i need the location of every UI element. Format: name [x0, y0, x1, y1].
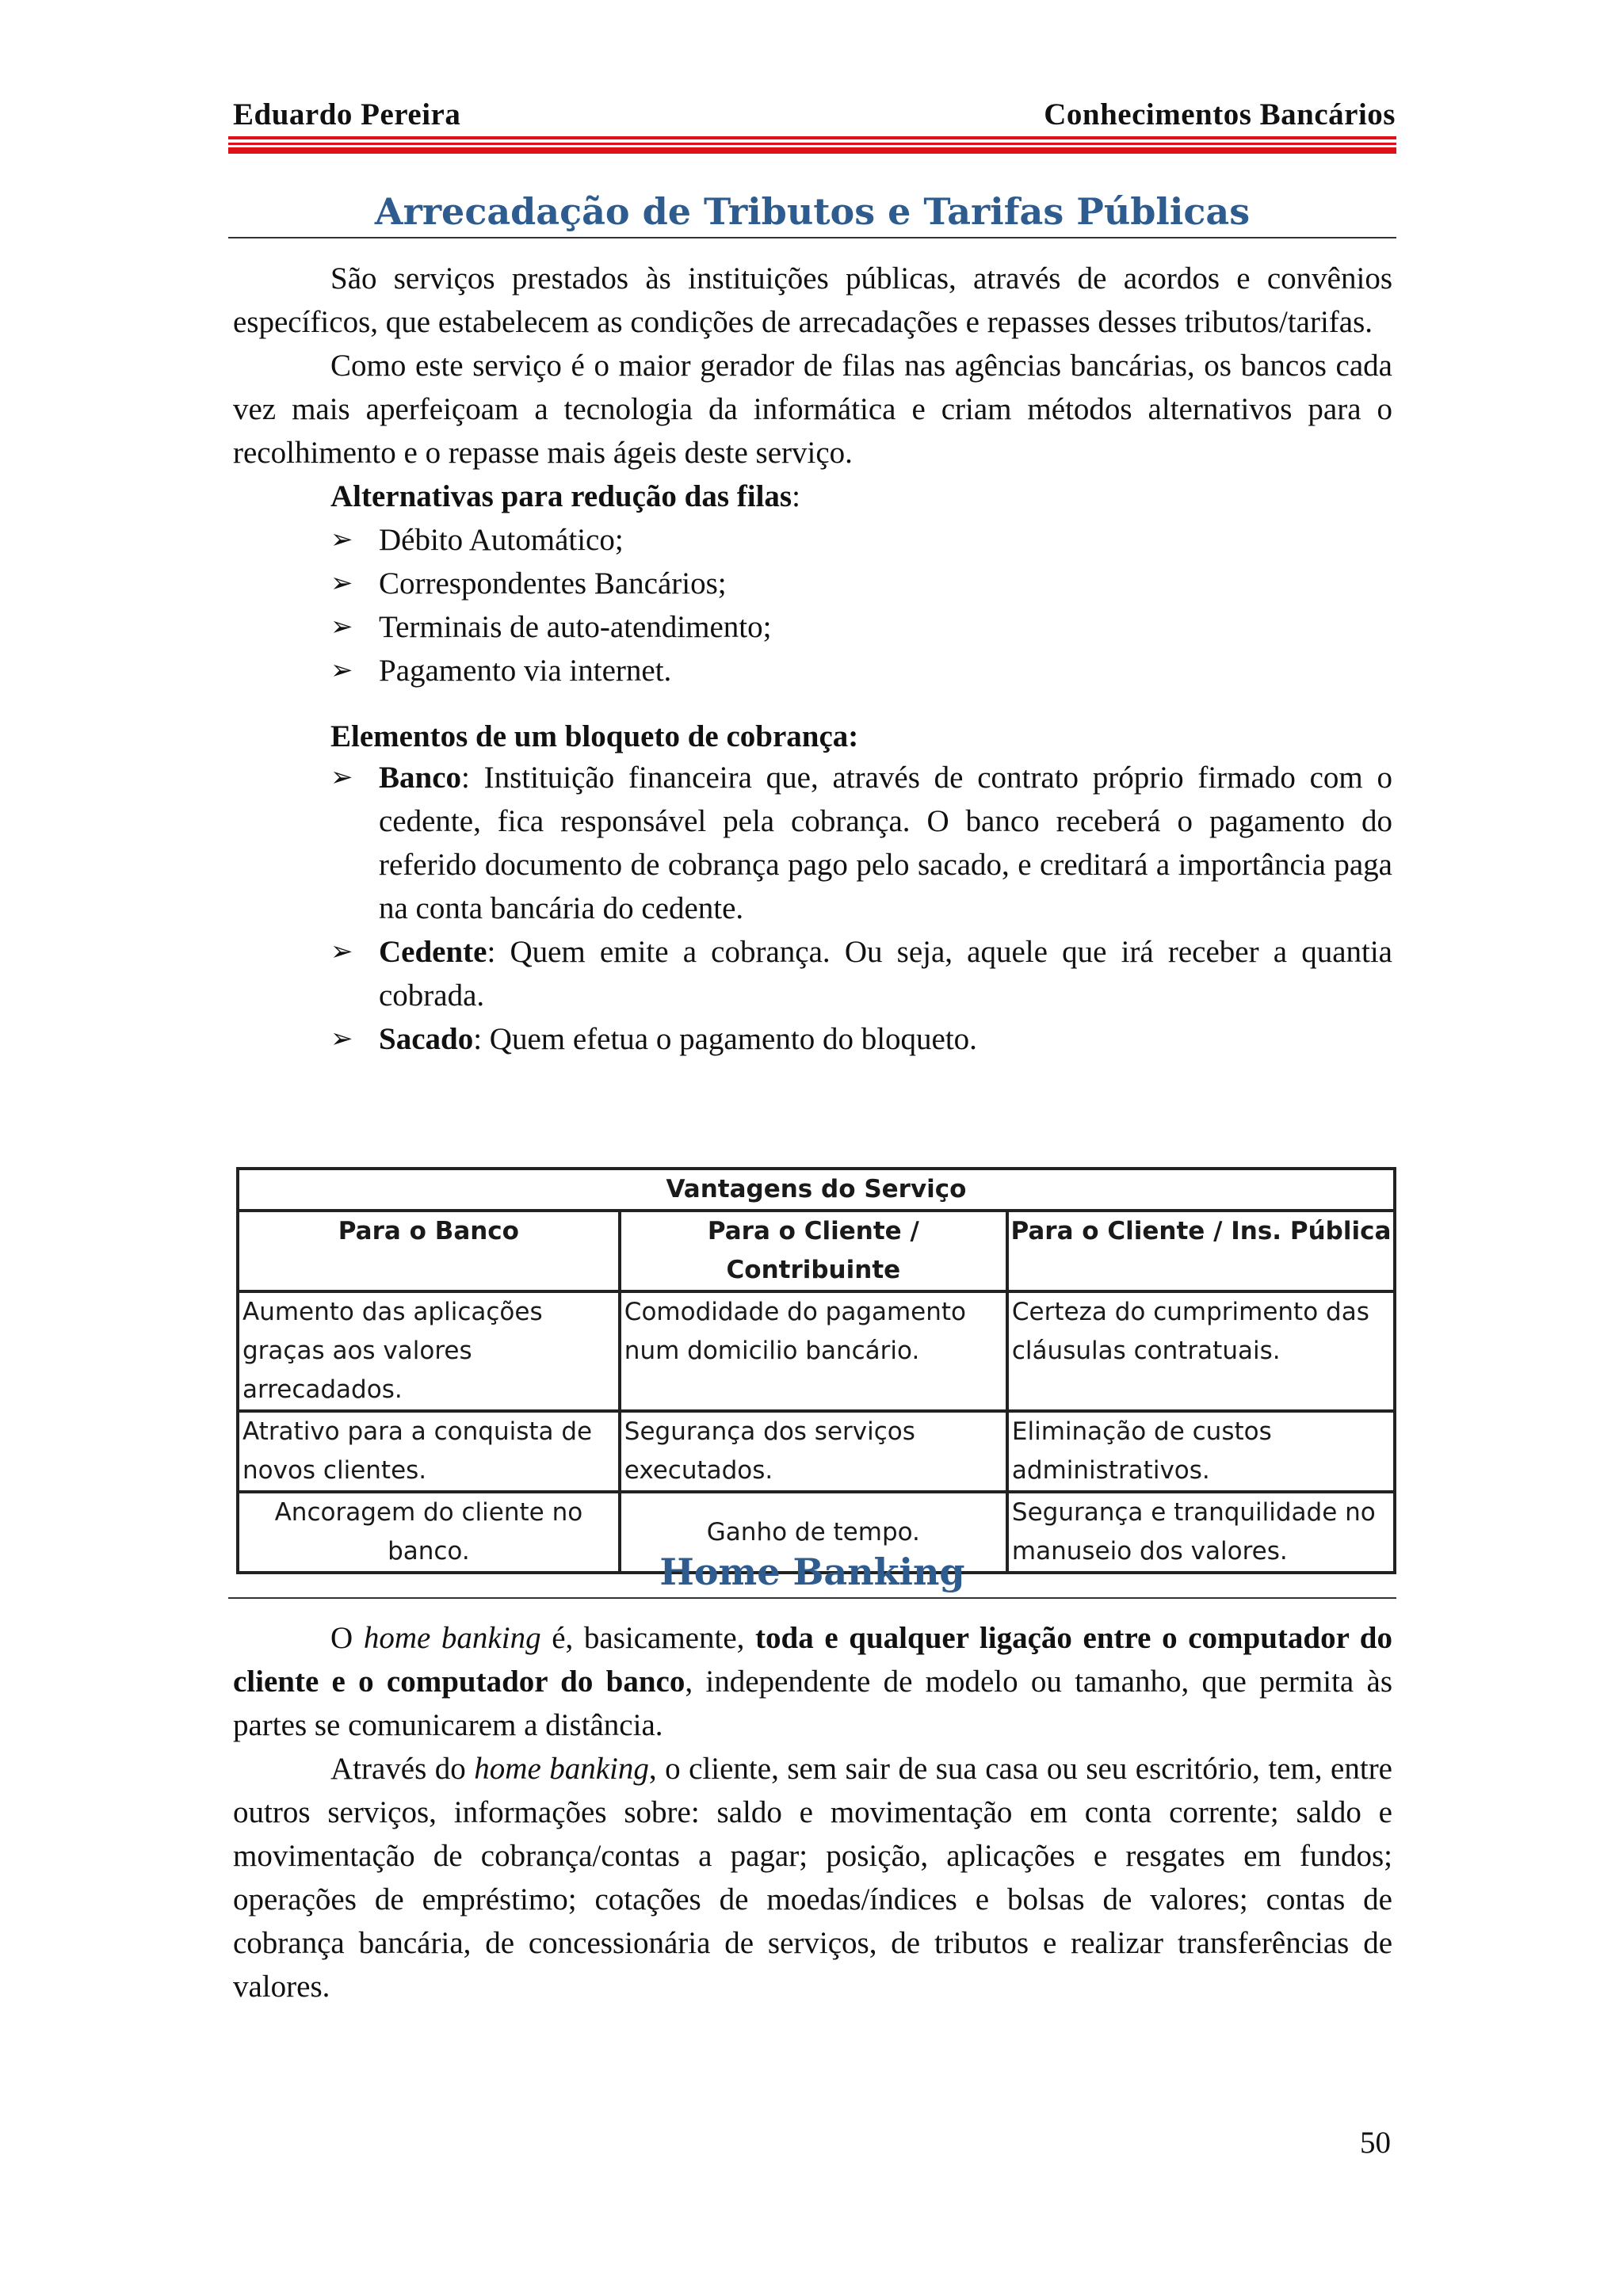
list-item-text: Terminais de auto-atendimento;: [379, 610, 772, 644]
alternatives-list: [233, 518, 1392, 692]
text-run: é, basicamente,: [540, 1621, 756, 1655]
list-item-text: Débito Automático;: [379, 523, 624, 557]
table-cell: Atrativo para a conquista de novos clientes.: [238, 1411, 620, 1492]
table-cell: Certeza do cumprimento das cláusulas contratuais.: [1007, 1291, 1395, 1411]
arrow-bullet-icon: ➢: [330, 936, 353, 967]
table-row: [238, 1411, 1395, 1492]
paragraph: Como este serviço é o maior gerador de filas nas agências bancárias, os bancos cada vez mais aperfeiçoam a tecnologia da informática e criam métodos alternativos para o recolhimento e o repasse mais ágeis deste serviço.: [233, 349, 1392, 470]
table-cell: Comodidade do pagamento num domicilio bancário.: [620, 1291, 1007, 1411]
table-cell: Segurança e tranquilidade no manuseio dos valores.: [1007, 1492, 1395, 1573]
text-run: , o cliente, sem sair de sua casa ou seu escritório, tem, entre outros serviços, informações sobre: saldo e movimentação em conta corrente; saldo e movimentação de cobrança/contas a pagar; posição, aplicações e resgates em fundos; operações de empréstimo; cotações de moedas/índices e bolsas de valores; contas de cobrança bancária, de concessionária de serviços, de tributos e realizar transferências de valores.: [233, 1752, 1392, 2004]
list-item: [233, 649, 1392, 692]
table-row: [238, 1291, 1395, 1411]
text-run-italic: home banking: [474, 1752, 649, 1786]
page-number: 50: [1360, 2126, 1391, 2160]
header-rule: [228, 147, 1396, 154]
term: Cedente: [379, 935, 487, 969]
arrow-bullet-icon: ➢: [330, 611, 353, 643]
paragraph: [233, 1616, 1392, 1747]
column-header: Para o Cliente / Contribuinte: [620, 1211, 1007, 1291]
text-run: O: [330, 1621, 364, 1655]
text-run: , independente de modelo ou tamanho, que permita às partes se comunicarem a distância.: [233, 1665, 1392, 1742]
list-item: [233, 562, 1392, 605]
arrow-bullet-icon: ➢: [330, 524, 353, 555]
arrow-bullet-icon: ➢: [330, 1023, 353, 1055]
paragraph: [233, 1747, 1392, 2008]
column-header: Para o Cliente / Ins. Pública: [1007, 1211, 1395, 1291]
definition: : Instituição financeira que, através de contrato próprio firmado com o cedente, fica responsável pela cobrança. O banco receberá o pagamento do referido documento de cobrança pago pelo sacado, e creditará a importância paga na conta bancária do cedente.: [379, 761, 1392, 925]
section-arrecadacao-body: [233, 257, 1392, 1061]
elements-list: [233, 756, 1392, 1061]
advantages-table-wrapper: [236, 1167, 1396, 1574]
definition: : Quem efetua o pagamento do bloqueto.: [473, 1022, 977, 1056]
text-run-bold: toda e qualquer ligação entre o computador do cliente e o computador do banco: [233, 1621, 1393, 1699]
list-item-text: Pagamento via internet.: [379, 654, 672, 688]
term: Sacado: [379, 1022, 474, 1056]
alternatives-heading-text: Alternativas para redução das filas: [330, 479, 792, 513]
arrow-bullet-icon: ➢: [330, 567, 353, 599]
paragraph: São serviços prestados às instituições públicas, através de acordos e convênios específicos, que estabelecem as condições de arrecadações e repasses desses tributos/tarifas.: [233, 261, 1392, 339]
table-cell: Aumento das aplicações graças aos valores arrecadados.: [238, 1291, 620, 1411]
list-item: [233, 930, 1392, 1017]
text-run: Através do: [330, 1752, 475, 1786]
column-header: Para o Banco: [238, 1211, 620, 1291]
list-item: [233, 756, 1392, 930]
arrow-bullet-icon: ➢: [330, 654, 353, 686]
list-item: [233, 605, 1392, 649]
header-rule: [228, 143, 1396, 145]
list-item-text: Correspondentes Bancários;: [379, 566, 727, 601]
list-item: [233, 1017, 1392, 1061]
section-title-home-banking: Home Banking: [228, 1550, 1396, 1599]
table-cell: Ganho de tempo.: [620, 1492, 1007, 1573]
table-cell: Eliminação de custos administrativos.: [1007, 1411, 1395, 1492]
alternatives-heading-colon: :: [792, 479, 800, 513]
section-title-arrecadacao: Arrecadação de Tributos e Tarifas Públicas: [228, 190, 1396, 238]
definition: : Quem emite a cobrança. Ou seja, aquele que irá receber a quantia cobrada.: [379, 935, 1392, 1013]
advantages-table: [236, 1167, 1396, 1574]
header-rule: [228, 136, 1396, 139]
list-item: [233, 518, 1392, 562]
section-home-banking-body: [233, 1616, 1392, 2008]
header-author: Eduardo Pereira: [233, 97, 461, 132]
text-run-italic: home banking: [363, 1621, 541, 1655]
term: Banco: [379, 761, 462, 795]
elements-heading: Elementos de um bloqueto de cobrança:: [330, 719, 859, 753]
arrow-bullet-icon: ➢: [330, 761, 353, 793]
table-cell: Segurança dos serviços executados.: [620, 1411, 1007, 1492]
table-cell: Ancoragem do cliente no banco.: [238, 1492, 620, 1573]
alternatives-heading: [233, 475, 1392, 518]
header-subject: Conhecimentos Bancários: [1044, 97, 1396, 132]
table-title: Vantagens do Serviço: [238, 1169, 1395, 1211]
